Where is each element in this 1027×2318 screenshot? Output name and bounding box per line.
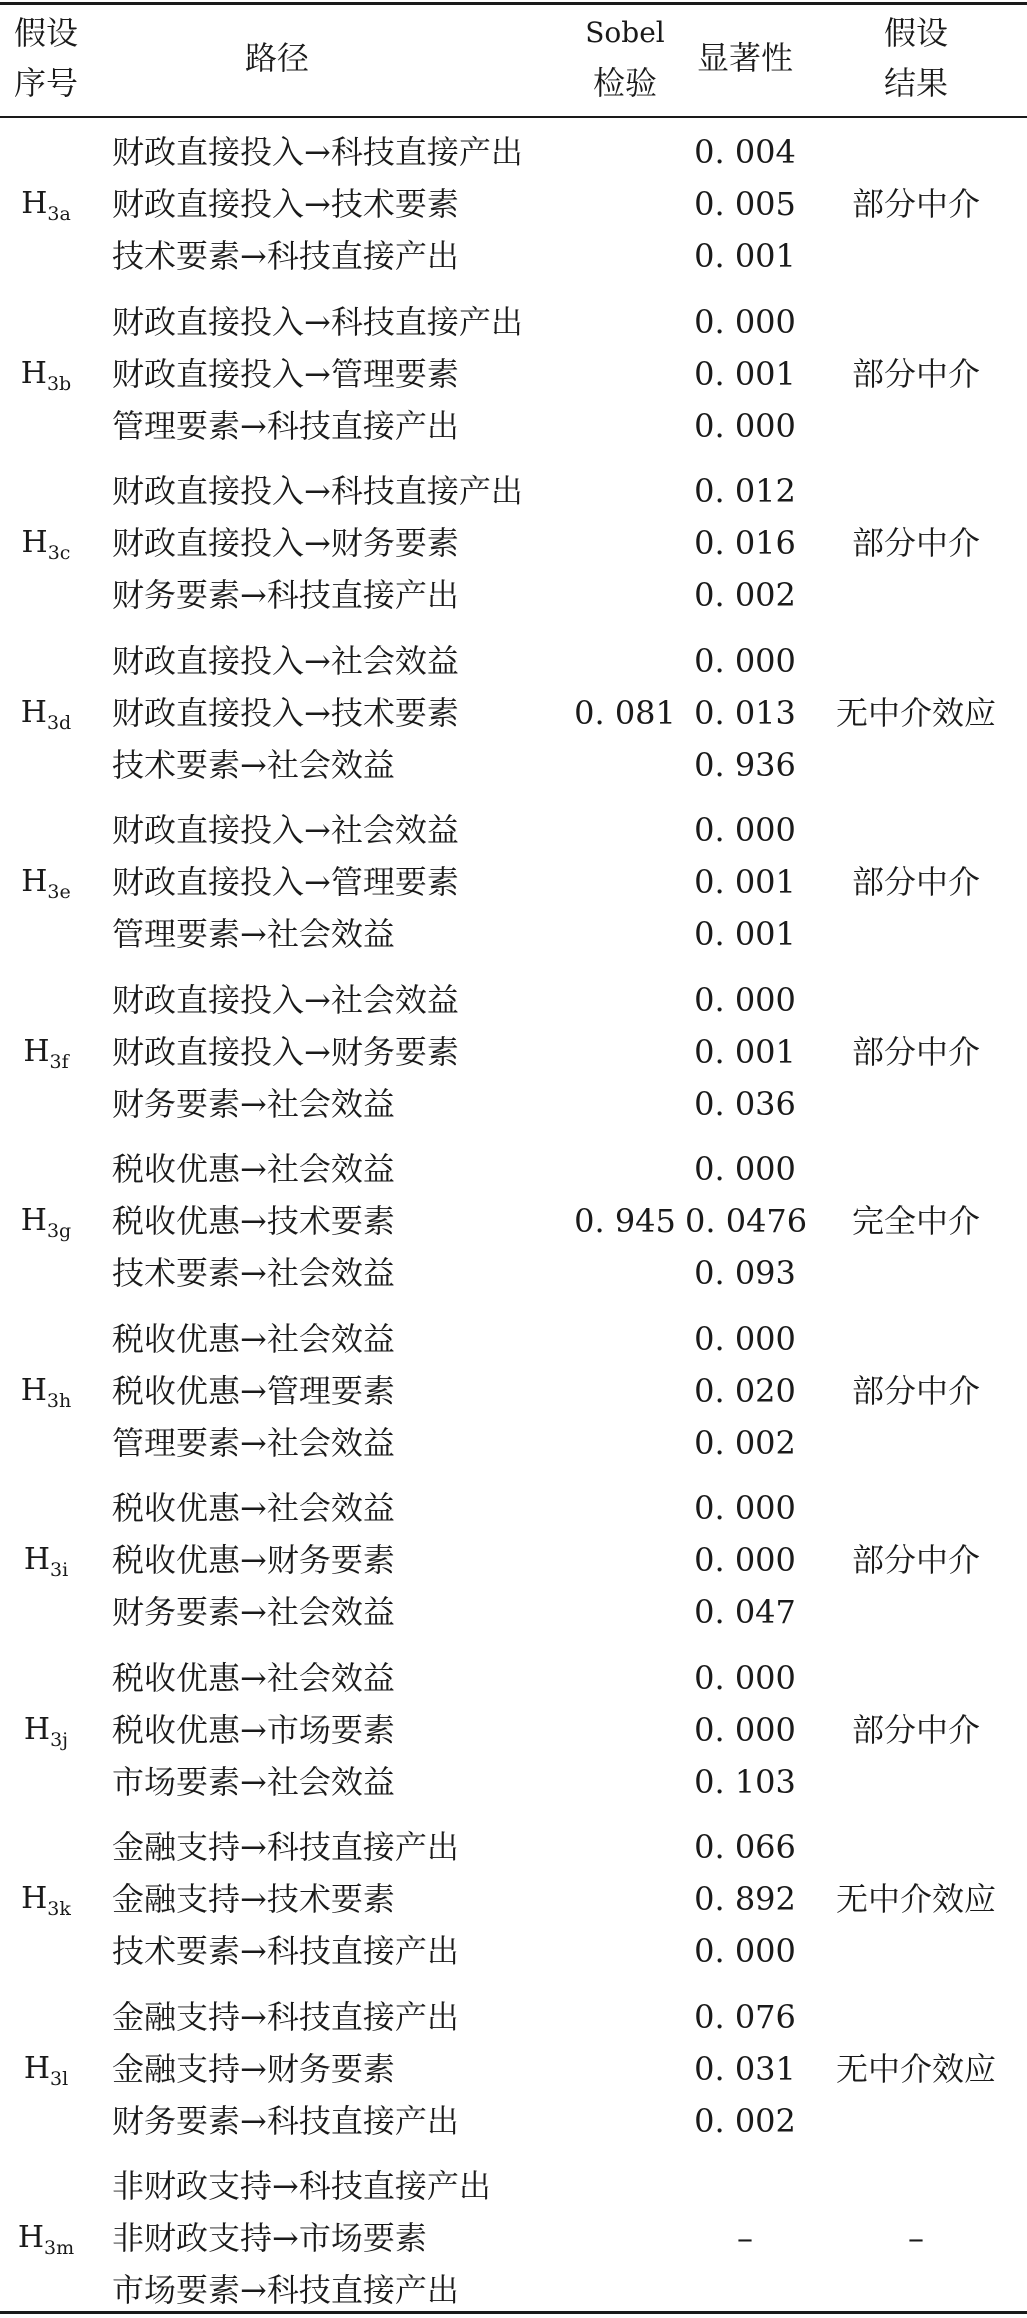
significance-cell: 0. 0476 [685, 1202, 808, 1240]
hypothesis-subscript: 3m [44, 2237, 75, 2259]
significance-cell: 0. 002 [694, 1423, 796, 1462]
hypothesis-label [0, 178, 92, 240]
hypothesis-subscript: 3a [47, 203, 71, 225]
hypothesis-label [0, 1704, 92, 1766]
path-cell: 金融支持→财务要素 [112, 2049, 395, 2088]
hypothesis-letter: H [23, 1711, 51, 1747]
hypothesis-letter: H [20, 355, 47, 391]
significance-cell: 0. 047 [694, 1593, 796, 1631]
significance-cell: 0. 001 [694, 354, 796, 393]
significance-cell: – [737, 2219, 753, 2257]
path-cell: 管理要素→社会效益 [112, 915, 395, 953]
header-sobel-line2: 检验 [592, 64, 657, 102]
hypothesis-label [0, 1026, 92, 1088]
path-cell: 财务要素→科技直接产出 [112, 576, 459, 614]
path-cell: 税收优惠→社会效益 [112, 1658, 395, 1697]
significance-cell: 0. 036 [694, 1084, 796, 1123]
significance-cell: 0. 001 [694, 1032, 796, 1071]
header-path-text: 路径 [244, 39, 309, 77]
path-cell: 金融支持→科技直接产出 [112, 1828, 459, 1866]
hypothesis-subscript: 3k [47, 1898, 71, 1920]
header-significance-text: 显著性 [696, 39, 793, 77]
path-cell: 财政直接投入→社会效益 [112, 980, 459, 1019]
path-cell: 非财政支持→科技直接产出 [112, 2167, 491, 2205]
header-result-line2: 结果 [883, 64, 948, 102]
hypothesis-letter: H [23, 2050, 50, 2086]
hypothesis-subscript: 3h [46, 1389, 72, 1412]
result-cell: 部分中介 [851, 185, 980, 223]
path-cell: 税收优惠→技术要素 [112, 1202, 395, 1240]
result-cell: 无中介效应 [835, 693, 996, 732]
hypothesis-subscript: 3b [46, 372, 72, 395]
result-cell: 部分中介 [851, 354, 980, 393]
sobel-cell: 0. 945 [574, 1202, 676, 1240]
hypothesis-letter: H [20, 1203, 47, 1238]
path-cell: 税收优惠→社会效益 [112, 1150, 395, 1188]
path-cell: 财政直接投入→技术要素 [112, 693, 459, 732]
significance-cell: 0. 013 [694, 693, 796, 732]
significance-cell: 0. 020 [694, 1371, 796, 1410]
significance-cell: 0. 000 [694, 811, 796, 849]
result-cell: 无中介效应 [835, 1880, 996, 1918]
path-cell: 财政直接投入→管理要素 [112, 354, 459, 393]
path-cell: 技术要素→科技直接产出 [112, 1932, 459, 1970]
path-cell: 财政直接投入→财务要素 [112, 1032, 459, 1071]
hypothesis-label [0, 687, 92, 749]
significance-cell: 0. 000 [694, 302, 796, 341]
hypothesis-label [0, 517, 92, 579]
path-cell: 市场要素→科技直接产出 [112, 2271, 459, 2309]
significance-cell: 0. 000 [694, 1150, 796, 1188]
header-sobel [565, 8, 685, 108]
hypothesis-label [0, 2043, 92, 2105]
bottom-rule [0, 2311, 1027, 2314]
path-cell: 财政直接投入→社会效益 [112, 811, 459, 849]
top-rule [0, 2, 1027, 5]
hypothesis-letter: H [23, 1542, 50, 1577]
path-cell: 税收优惠→财务要素 [112, 1541, 395, 1579]
path-cell: 税收优惠→社会效益 [112, 1319, 395, 1358]
significance-cell: 0. 002 [694, 576, 796, 614]
hypothesis-label [0, 1873, 92, 1935]
path-cell: 税收优惠→管理要素 [112, 1371, 395, 1410]
result-cell: 部分中介 [851, 1541, 980, 1579]
hypothesis-label [0, 2212, 92, 2274]
significance-cell: 0. 016 [694, 524, 796, 562]
path-cell: 技术要素→社会效益 [112, 745, 395, 784]
significance-cell: 0. 103 [694, 1762, 796, 1801]
path-cell: 财政直接投入→科技直接产出 [112, 133, 523, 171]
significance-cell: 0. 000 [694, 1710, 796, 1749]
path-cell: 财政直接投入→管理要素 [112, 863, 459, 901]
header-hypothesis-line1: 假设 [13, 14, 78, 52]
hypothesis-letter: H [21, 186, 48, 221]
hypothesis-label [0, 348, 92, 410]
result-cell: 部分中介 [851, 524, 980, 562]
result-cell: – [908, 2219, 924, 2257]
path-cell: 市场要素→社会效益 [112, 1762, 395, 1801]
path-cell: 技术要素→科技直接产出 [112, 237, 459, 275]
significance-cell: 0. 000 [694, 641, 796, 680]
significance-cell: 0. 012 [694, 472, 796, 510]
path-cell: 税收优惠→市场要素 [112, 1710, 395, 1749]
hypothesis-letter: H [21, 525, 48, 560]
hypothesis-label [0, 1195, 92, 1257]
hypothesis-label [0, 856, 92, 918]
significance-cell: 0. 000 [694, 1319, 796, 1358]
header-path [112, 33, 442, 83]
path-cell: 税收优惠→社会效益 [112, 1489, 395, 1527]
result-cell: 完全中介 [851, 1202, 980, 1240]
significance-cell: 0. 000 [694, 1932, 796, 1970]
header-significance [685, 33, 805, 83]
path-cell: 财政直接投入→财务要素 [112, 524, 459, 562]
significance-cell: 0. 005 [694, 185, 796, 223]
hypothesis-letter: H [21, 864, 48, 899]
hypothesis-subscript: 3d [46, 711, 72, 734]
result-cell: 部分中介 [851, 1710, 980, 1749]
significance-cell: 0. 000 [694, 980, 796, 1019]
significance-cell: 0. 066 [694, 1828, 796, 1866]
hypothesis-label [0, 1534, 92, 1596]
result-cell: 部分中介 [851, 863, 980, 901]
sobel-cell: 0. 081 [574, 693, 676, 732]
hypothesis-letter: H [17, 2220, 45, 2255]
header-result [805, 8, 1027, 108]
path-cell: 财务要素→社会效益 [112, 1084, 395, 1123]
header-hypothesis [0, 8, 92, 108]
hypothesis-subscript: 3i [50, 1559, 69, 1581]
header-rule [0, 116, 1027, 118]
header-result-line1: 假设 [883, 14, 948, 52]
hypothesis-label [0, 1365, 92, 1427]
significance-cell: 0. 001 [694, 915, 796, 953]
hypothesis-letter: H [20, 1372, 47, 1408]
significance-cell: 0. 936 [694, 745, 796, 784]
header-hypothesis-line2: 序号 [13, 64, 78, 102]
path-cell: 财务要素→科技直接产出 [112, 2101, 459, 2140]
hypothesis-letter: H [20, 694, 47, 730]
significance-cell: 0. 001 [694, 237, 796, 275]
result-cell: 部分中介 [851, 1371, 980, 1410]
result-cell: 无中介效应 [835, 2049, 996, 2088]
significance-cell: 0. 000 [694, 1489, 796, 1527]
significance-cell: 0. 000 [694, 406, 796, 445]
header-sobel-line1: Sobel [585, 16, 665, 49]
path-cell: 财务要素→社会效益 [112, 1593, 395, 1631]
significance-cell: 0. 000 [694, 1658, 796, 1697]
path-cell: 财政直接投入→社会效益 [112, 641, 459, 680]
hypothesis-subscript: 3j [50, 1728, 69, 1751]
path-cell: 管理要素→社会效益 [112, 1423, 395, 1462]
result-cell: 部分中介 [851, 1032, 980, 1071]
hypothesis-letter: H [23, 1033, 50, 1069]
significance-cell: 0. 892 [694, 1880, 796, 1918]
significance-cell: 0. 001 [694, 863, 796, 901]
path-cell: 技术要素→社会效益 [112, 1254, 395, 1292]
hypothesis-subscript: 3l [50, 2067, 69, 2090]
significance-cell: 0. 002 [694, 2101, 796, 2140]
hypothesis-subscript: 3c [47, 542, 71, 564]
path-cell: 财政直接投入→技术要素 [112, 185, 459, 223]
significance-cell: 0. 076 [694, 1997, 796, 2036]
significance-cell: 0. 000 [694, 1541, 796, 1579]
hypothesis-letter: H [21, 1881, 48, 1916]
path-cell: 管理要素→科技直接产出 [112, 406, 459, 445]
path-cell: 金融支持→科技直接产出 [112, 1997, 459, 2036]
significance-cell: 0. 031 [694, 2049, 796, 2088]
significance-cell: 0. 004 [694, 133, 796, 171]
significance-cell: 0. 093 [694, 1254, 796, 1292]
path-cell: 金融支持→技术要素 [112, 1880, 395, 1918]
path-cell: 财政直接投入→科技直接产出 [112, 302, 523, 341]
hypothesis-subscript: 3g [46, 1220, 72, 1242]
hypothesis-subscript: 3f [49, 1050, 69, 1073]
path-cell: 非财政支持→市场要素 [112, 2219, 427, 2257]
hypothesis-subscript: 3e [47, 881, 71, 903]
path-cell: 财政直接投入→科技直接产出 [112, 472, 523, 510]
